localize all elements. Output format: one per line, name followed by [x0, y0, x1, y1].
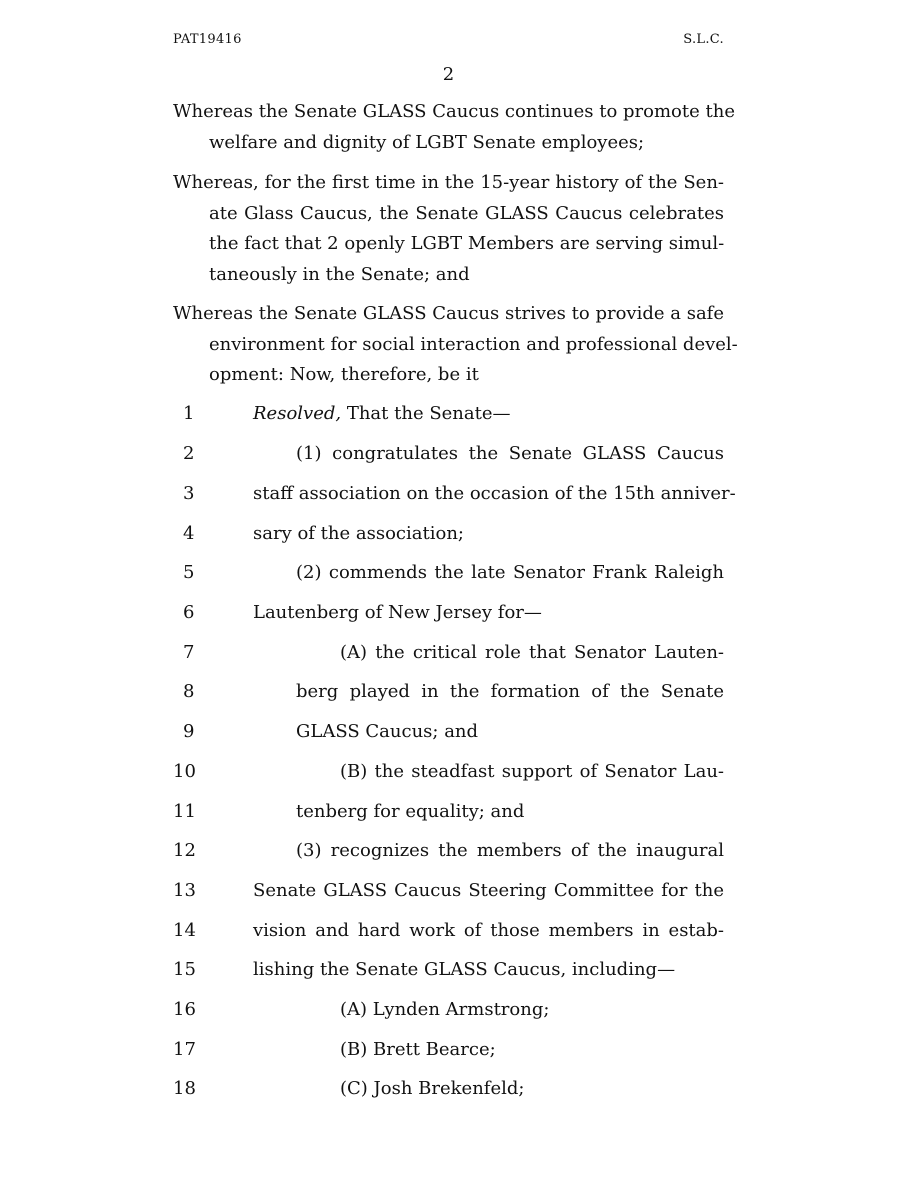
line-number: 15: [173, 959, 196, 980]
body-line: (B) Brett Bearce;: [340, 1039, 496, 1060]
line-number: 9: [183, 721, 195, 742]
line-number: 16: [173, 999, 196, 1020]
line-number: 7: [183, 642, 195, 663]
line-number: 2: [183, 443, 195, 464]
line-number: 10: [173, 761, 196, 782]
body-line: berg played in the formation of the Senate: [296, 681, 724, 702]
doc-initials: S.L.C.: [683, 32, 724, 47]
line-number: 6: [183, 602, 195, 623]
whereas-line: welfare and dignity of LGBT Senate employees;: [209, 131, 645, 153]
whereas-line: ate Glass Caucus, the Senate GLASS Caucus celebrates: [209, 202, 724, 224]
body-line: sary of the association;: [253, 523, 464, 544]
body-line: lishing the Senate GLASS Caucus, including—: [253, 959, 676, 980]
body-line: vision and hard work of those members in estab-: [253, 920, 724, 941]
whereas-line: Whereas the Senate GLASS Caucus continues to promote the: [173, 101, 735, 122]
body-line: (1) congratulates the Senate GLASS Caucus: [296, 443, 724, 464]
line-number: 12: [173, 840, 196, 861]
body-line: staff association on the occasion of the 15th anniver-: [253, 483, 736, 504]
body-line: GLASS Caucus; and: [296, 721, 479, 742]
whereas-line: opment: Now, therefore, be it: [209, 364, 479, 385]
body-line: Senate GLASS Caucus Steering Committee for the: [253, 880, 724, 901]
resolved-word: Resolved,: [253, 403, 342, 424]
body-line: (A) Lynden Armstrong;: [340, 999, 550, 1020]
body-line: [253, 403, 724, 424]
body-line: Lautenberg of New Jersey for—: [253, 602, 542, 623]
body-line: (2) commends the late Senator Frank Raleigh: [296, 562, 724, 583]
whereas-line: Whereas, for the first time in the 15-year history of the Sen-: [173, 172, 724, 193]
whereas-line: Whereas the Senate GLASS Caucus strives to provide a safe: [173, 303, 724, 324]
body-line: (C) Josh Brekenfeld;: [340, 1078, 525, 1099]
body-line: (A) the critical role that Senator Lauten-: [340, 642, 724, 663]
line-number: 11: [173, 801, 196, 822]
body-line: tenberg for equality; and: [296, 801, 525, 822]
body-line-text: That the Senate—: [341, 403, 511, 424]
line-number: 5: [183, 562, 195, 583]
whereas-clause: [173, 97, 735, 158]
whereas-line: taneously in the Senate; and: [209, 263, 470, 285]
page-number: 2: [442, 64, 455, 85]
line-number: 18: [173, 1078, 196, 1099]
whereas-clause: [173, 168, 724, 290]
line-number: 8: [183, 681, 195, 702]
doc-id: PAT19416: [173, 32, 242, 47]
line-number: 17: [173, 1039, 196, 1060]
line-number: 13: [173, 880, 196, 901]
line-number: 14: [173, 920, 196, 941]
line-number: 3: [183, 483, 195, 504]
body-line: (B) the steadfast support of Senator Lau-: [340, 761, 724, 782]
line-number: 4: [183, 523, 195, 544]
whereas-line: environment for social interaction and professional devel-: [209, 333, 738, 355]
whereas-line: the fact that 2 openly LGBT Members are serving simul-: [209, 233, 725, 254]
body-line: (3) recognizes the members of the inaugural: [296, 840, 724, 861]
line-number: 1: [183, 403, 195, 424]
whereas-clause: [173, 299, 738, 391]
